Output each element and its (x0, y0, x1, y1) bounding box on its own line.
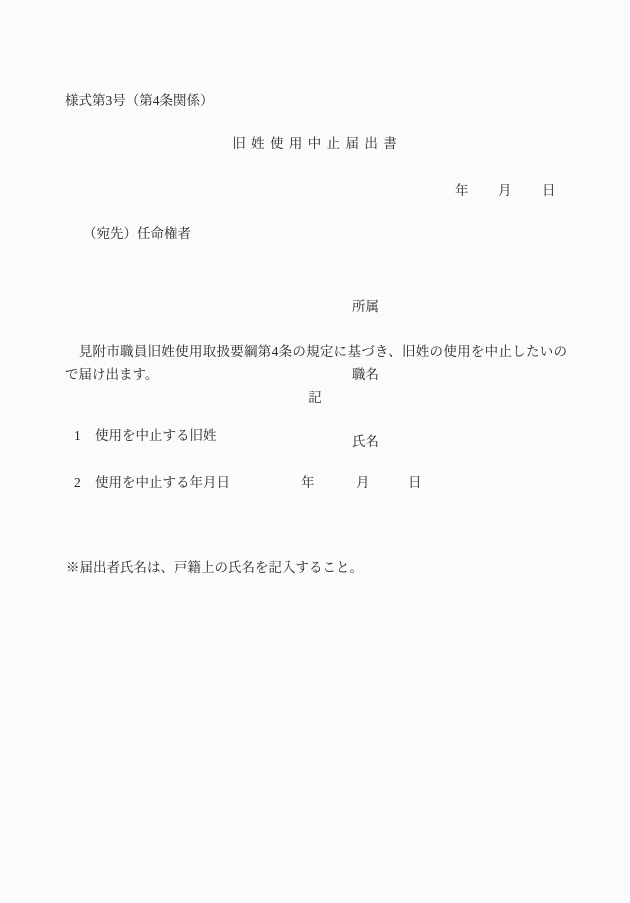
section-marker: 記 (308, 390, 322, 405)
item-label: 使用を中止する年月日 (95, 475, 230, 490)
item-day-label: 日 (408, 475, 422, 490)
item-number: 2 (74, 475, 81, 490)
name-label: 氏名 (352, 434, 379, 449)
item-row-former-surname (0, 429, 630, 444)
addressee-label: （宛先）任命権者 (83, 226, 191, 241)
date-day-label: 日 (542, 183, 556, 198)
item-label: 使用を中止する旧姓 (95, 428, 217, 443)
date-month-label: 月 (498, 183, 512, 198)
note-text: ※届出者氏名は、戸籍上の氏名を記入すること。 (66, 560, 363, 575)
position-label: 職名 (352, 366, 379, 382)
item-month-label: 月 (356, 475, 370, 490)
date-year-label: 年 (455, 183, 469, 198)
document-title: 旧 姓 使 用 中 止 届 出 書 (232, 136, 398, 151)
body-paragraph: 見附市職員旧姓使用取扱要綱第4条の規定に基づき、旧姓の使用を中止したいので届け出ます。 (65, 344, 567, 382)
item-row-discontinue-date (0, 476, 630, 491)
item-year-label: 年 (301, 475, 315, 490)
affiliation-label: 所属 (352, 299, 379, 314)
item-number: 1 (74, 428, 81, 443)
submission-date-line (0, 184, 630, 198)
form-number-label: 様式第3号（第4条関係） (65, 93, 214, 108)
